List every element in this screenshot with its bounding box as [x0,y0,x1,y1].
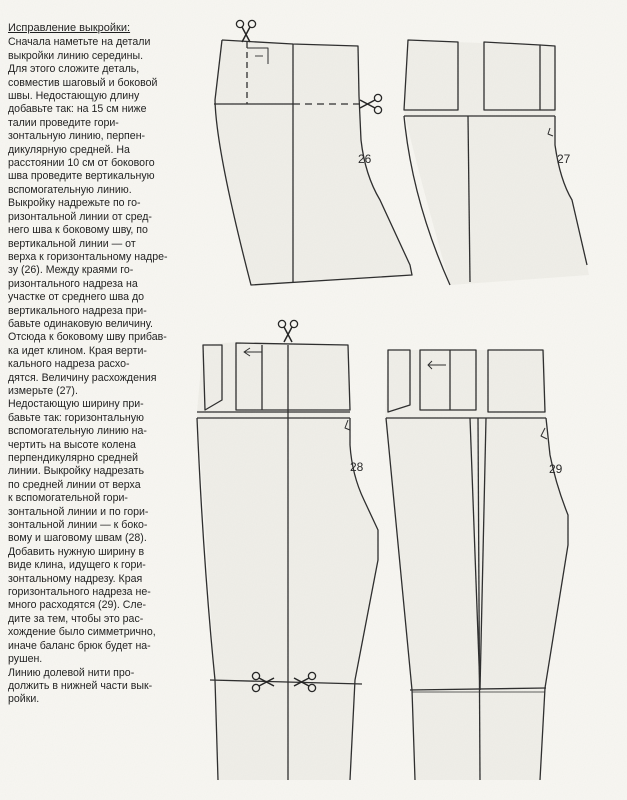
paragraph-grainline: Линию долевой нити про- должить в нижней части вык- ройки. [8,666,153,706]
heading: Исправление выкройки: [8,22,131,34]
figure-label-27: 27 [557,152,571,166]
figure-label-26: 26 [358,152,372,166]
paragraph-widening: Недостающую ширину при- бавьте так: горизонтальную вспомогательную линию на- чертить на высоте колена перпендикулярно средней линии. Выкройку надрезать по средней линии от верха к вспомогательной гори- зонтальной линии и по гори- зонтальной линии — к боко- вому и шаговому швам (28). Добавить нужную ширину в виде клина, идущего к гори- зонтальному надрезу. Края горизонтального надреза не- много расходятся (29). Сле- дите за тем, чтобы это рас- хождение было симметрично, иначе баланс брюк будет на- рушен. [8,398,156,666]
figure-label-28: 28 [350,460,364,474]
figure-label-29: 29 [549,462,563,476]
paragraph-lengthening: Сначала наметьте на детали выкройки линию середины. Для этого сложите деталь, совместив шаговый и боковой швы. Недостающую длину добавьте так: на 15 см ниже талии проведите гори- зонтальную линию, перпен- дикулярную средней. На расстоянии 10 см от бокового шва проведите вертикальную вспомогательную линию. Выкройку надрежьте по го- ризонтальной линии от сред- него шва к боковому шву, по вертикальной линии — от верха к горизонтальному надре- зу (26). Между краями го- ризонтального надреза на участке от среднего шва до вертикального надреза при- бавьте одинаковую величину. Отсюда к боковому шву прибав- ка идет клином. Края верти- кального надреза расхо- дятся. Величину расхождения измерьте (27). [8,36,168,397]
